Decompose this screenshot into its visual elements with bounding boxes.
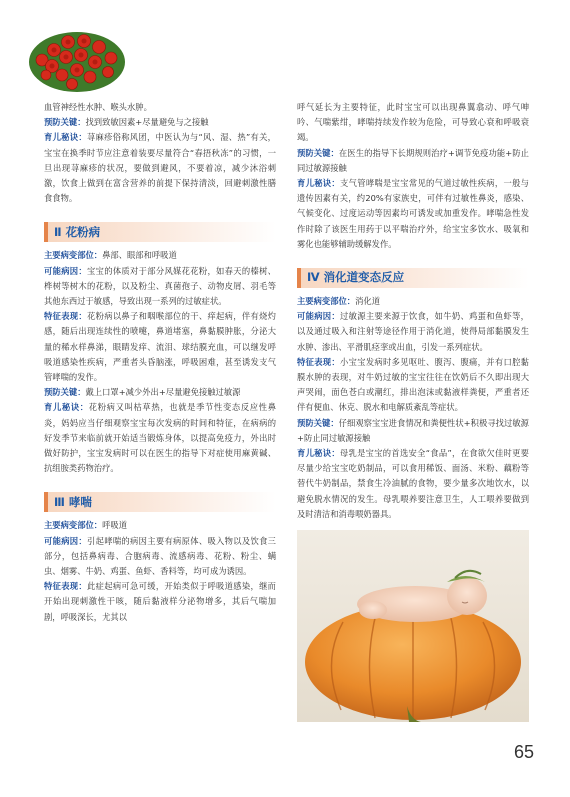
digestive-prevention: 预防关键：仔细观察宝宝进食情况和粪便性状+积极寻找过敏源+防止同过敏源接触 xyxy=(297,417,529,443)
intro-text: 血管神经性水肿、喉头水肿。 xyxy=(44,102,152,112)
section-heading-pollen: Ⅱ 花粉病 xyxy=(44,222,276,242)
asthma-site: 主要病变部位：呼吸道 xyxy=(44,520,127,531)
digestive-symptom: 特征表现：小宝宝发病时多见呕吐、腹泻、腹痛，并有口腔黏膜水肿的表现，对牛奶过敏的宝宝往往在饮奶后不久即出现大声哭闹，面色苍白或潮红，排出泡沫或黏液样粪便，严重者还伴有便血、休克、脱水和电解质紊乱等症状。 xyxy=(297,356,529,413)
right-column xyxy=(297,100,529,727)
asthma-prevention: 预防关键：在医生的指导下长期规则治疗+调节免疫功能+防止同过敏源接触 xyxy=(297,147,529,173)
asthma-symptom: 特征表现：此症起病可急可缓，开始类似于呼吸道感染，继而开始出现刺激性干咳，随后黏液样分泌物增多，其后气喘加剧，呼吸深长，尤其以 xyxy=(44,581,276,622)
pollen-site: 主要病变部位：鼻部、眼部和呼吸道 xyxy=(44,250,177,261)
pollen-prevention: 预防关键：戴上口罩+减少外出+尽量避免接触过敏源 xyxy=(44,387,241,398)
baby-on-pumpkin-photo xyxy=(297,530,529,722)
asthma-continuation: 呼气延长为主要特征，此时宝宝可以出现鼻翼翕动、呼气呻吟、气喘紫绀，哮喘持续发作较为危险，可导致心衰和呼吸衰竭。 xyxy=(297,102,529,143)
digestive-cause: 可能病因：过敏源主要来源于饮食，如牛奶、鸡蛋和鱼虾等，以及通过吸入和注射等途径作用于消化道，使得局部黏膜发生水肿、渗出、平滑肌痉挛或出血，引发一系列症状。 xyxy=(297,311,529,352)
section-heading-asthma: Ⅲ 哮喘 xyxy=(44,492,276,512)
pollen-cause: 可能病因：宝宝的体质对于部分风媒花花粉，如春天的榛树、桦树等树木的花粉，以及粉尘、真菌孢子、动物皮屑、羽毛等其他东西过于敏感，导致出现一系列的过敏症状。 xyxy=(44,265,276,307)
digestive-tip: 育儿秘诀：母乳是宝宝的首选安全“食品”，在食欲欠佳时更要尽量少给宝宝吃奶制品，可以食用稀饭、面汤、米粉、藕粉等替代牛奶制品，禁食生冷油腻的食物，要少量多次地饮水，以避免脱水情况的发生。母乳喂养要注意卫生，人工喂养要做到及时清洁和消毒喂奶器具。 xyxy=(297,448,529,519)
left-column xyxy=(44,100,276,625)
intro-prevention: 预防关键：找到致敏因素+尽量避免与之接触 xyxy=(44,117,209,128)
digestive-site: 主要病变部位：消化道 xyxy=(297,296,380,307)
page-number: 65 xyxy=(513,742,534,762)
rose-bouquet-image xyxy=(22,20,132,100)
asthma-tip: 育儿秘诀：支气管哮喘是宝宝常见的气道过敏性疾病，一般与遗传因素有关，约20%有家族史，可伴有过敏性鼻炎，感染、气候变化、过度运动等因素均可诱发或加重发作。哮喘急性发作时除了该医生用药于以平喘治疗外，给宝宝多饮水、吸氧和雾化也能够辅助缓解发作。 xyxy=(297,178,529,249)
pollen-tip: 育儿秘诀：花粉病又叫枯草热，也就是季节性变态反应性鼻炎，妈妈应当仔细观察宝宝每次发病的时间和特征，在病病的好发季节来临前就开始适当锻炼身体，以提高免疫力，外出时做好防护，宝宝发病时可以在医生的指导下对症使用麻黄碱、抗组胺类药物治疗。 xyxy=(44,402,276,474)
section-heading-digestive: Ⅳ 消化道变态反应 xyxy=(297,268,529,288)
pollen-symptom: 特征表现：花粉病以鼻子和咽喉部位的干、痒起病，伴有烧灼感，随后出现连续性的喷嚏，鼻道堵塞，鼻黏膜肿胀，分泌大量的稀水样鼻涕，眼睛发痒、流泪、球结膜充血，可以继发呼吸道感染性疾病，严重者头昏脑涨，呼吸困难，甚至诱发支气管哮喘的发作。 xyxy=(44,311,276,383)
asthma-cause: 可能病因：引起哮喘的病因主要有病原体、吸入物以及饮食三部分，包括鼻病毒、合胞病毒、流感病毒、花粉、粉尘、螨虫、烟雾、牛奶、鸡蛋、鱼虾、香料等，均可成为诱因。 xyxy=(44,535,276,577)
intro-tip: 育儿秘诀：荨麻疹俗称风团，中医认为与“风、湿、热”有关，宝宝在换季时节应注意着装要尽量符合“春捂秋冻”的习惯，一旦出现荨麻疹的状况，要做到避风，不要着凉，减少沐浴刺激，饮食上做到在富含营养的前提下保持清淡，回避刺激性膳食食物。 xyxy=(44,132,276,204)
